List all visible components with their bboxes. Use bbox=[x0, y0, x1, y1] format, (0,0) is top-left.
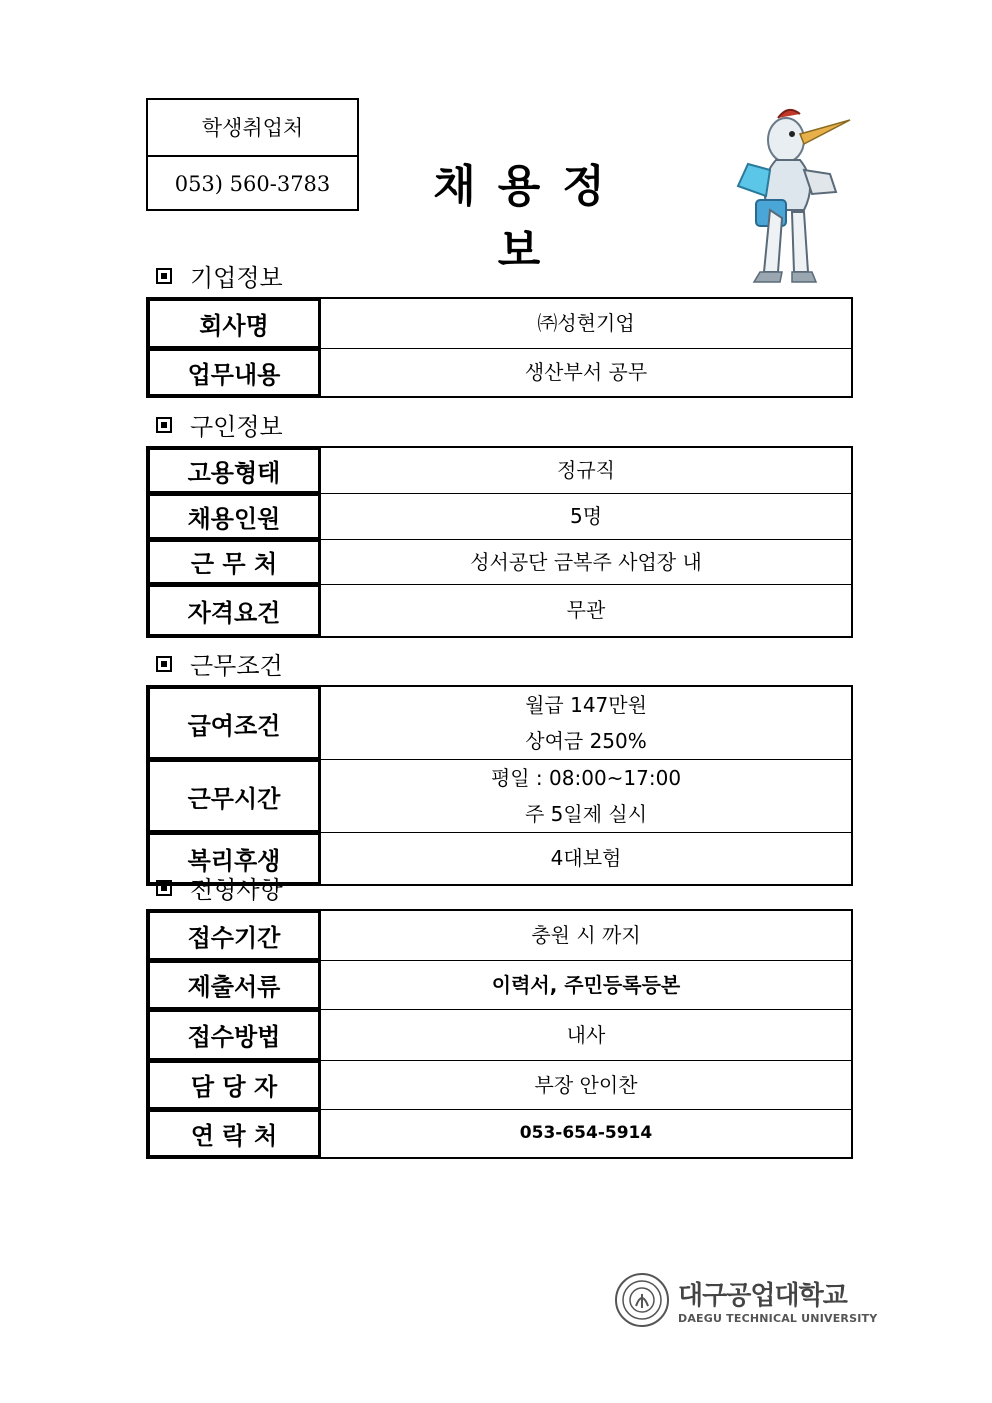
row-value: ㈜성현기업 bbox=[321, 298, 853, 348]
row-value: 내사 bbox=[321, 1009, 853, 1060]
section-heading-selection bbox=[156, 870, 283, 905]
row-label: 복리후생 bbox=[147, 833, 321, 885]
table-row bbox=[147, 910, 852, 960]
value-line: 주 5일제 실시 bbox=[524, 802, 648, 826]
university-name-korean: 대구공업대학교 bbox=[678, 1281, 847, 1311]
contact-box bbox=[146, 98, 359, 211]
section-heading-text: 기업정보 bbox=[190, 264, 283, 292]
contact-office: 학생취업처 bbox=[201, 116, 304, 141]
page-title: 채용정보 bbox=[433, 161, 627, 276]
row-value bbox=[321, 760, 853, 833]
row-label: 근 무 처 bbox=[147, 539, 321, 584]
value-line: 월급 147만원 bbox=[525, 693, 647, 717]
company-table bbox=[146, 297, 853, 398]
university-logo bbox=[614, 1272, 877, 1328]
row-label: 업무내용 bbox=[147, 348, 321, 397]
section-heading-text: 전형사항 bbox=[190, 876, 283, 904]
row-label: 자격요건 bbox=[147, 584, 321, 637]
section-heading-recruit bbox=[156, 407, 283, 442]
square-bullet-icon bbox=[156, 268, 172, 284]
square-bullet-icon bbox=[156, 880, 172, 896]
row-value: 053-654-5914 bbox=[321, 1109, 853, 1158]
table-row bbox=[147, 447, 852, 493]
section-heading-text: 구인정보 bbox=[190, 413, 283, 441]
table-row bbox=[147, 1109, 852, 1158]
row-label: 급여조건 bbox=[147, 686, 321, 760]
recruit-table bbox=[146, 446, 853, 638]
table-row bbox=[147, 539, 852, 584]
section-heading-conditions bbox=[156, 646, 283, 681]
row-value: 5명 bbox=[321, 493, 853, 539]
university-seal-icon bbox=[614, 1272, 670, 1328]
crane-mascot-icon bbox=[708, 100, 858, 290]
row-value: 부장 안이찬 bbox=[321, 1060, 853, 1109]
row-label: 접수기간 bbox=[147, 910, 321, 960]
row-value: 성서공단 금복주 사업장 내 bbox=[321, 539, 853, 584]
table-row bbox=[147, 1060, 852, 1109]
table-row bbox=[147, 1009, 852, 1060]
value-line: 상여금 250% bbox=[525, 729, 647, 753]
row-value: 충원 시 까지 bbox=[321, 910, 853, 960]
row-label: 회사명 bbox=[147, 298, 321, 348]
square-bullet-icon bbox=[156, 417, 172, 433]
section-heading-company bbox=[156, 258, 283, 293]
table-row bbox=[147, 298, 852, 348]
row-value: 정규직 bbox=[321, 447, 853, 493]
table-row bbox=[147, 760, 852, 833]
conditions-table bbox=[146, 685, 853, 886]
table-row bbox=[147, 584, 852, 637]
row-label: 고용형태 bbox=[147, 447, 321, 493]
row-value: 이력서, 주민등록등본 bbox=[321, 960, 853, 1009]
row-label: 접수방법 bbox=[147, 1009, 321, 1060]
university-name-english: DAEGU TECHNICAL UNIVERSITY bbox=[678, 1312, 878, 1325]
table-row bbox=[147, 493, 852, 539]
table-row bbox=[147, 348, 852, 397]
row-label: 근무시간 bbox=[147, 760, 321, 833]
row-label: 담 당 자 bbox=[147, 1060, 321, 1109]
square-bullet-icon bbox=[156, 656, 172, 672]
section-heading-text: 근무조건 bbox=[190, 652, 283, 680]
row-value: 4대보험 bbox=[321, 833, 853, 885]
row-value: 무관 bbox=[321, 584, 853, 637]
row-label: 채용인원 bbox=[147, 493, 321, 539]
university-name bbox=[678, 1275, 877, 1325]
row-value: 생산부서 공무 bbox=[321, 348, 853, 397]
row-label: 제출서류 bbox=[147, 960, 321, 1009]
row-label: 연 락 처 bbox=[147, 1109, 321, 1158]
row-value bbox=[321, 686, 853, 760]
contact-phone: 053) 560-3783 bbox=[148, 155, 357, 212]
table-row bbox=[147, 960, 852, 1009]
value-line: 평일 : 08:00~17:00 bbox=[490, 766, 682, 790]
selection-table bbox=[146, 909, 853, 1159]
table-row bbox=[147, 686, 852, 760]
